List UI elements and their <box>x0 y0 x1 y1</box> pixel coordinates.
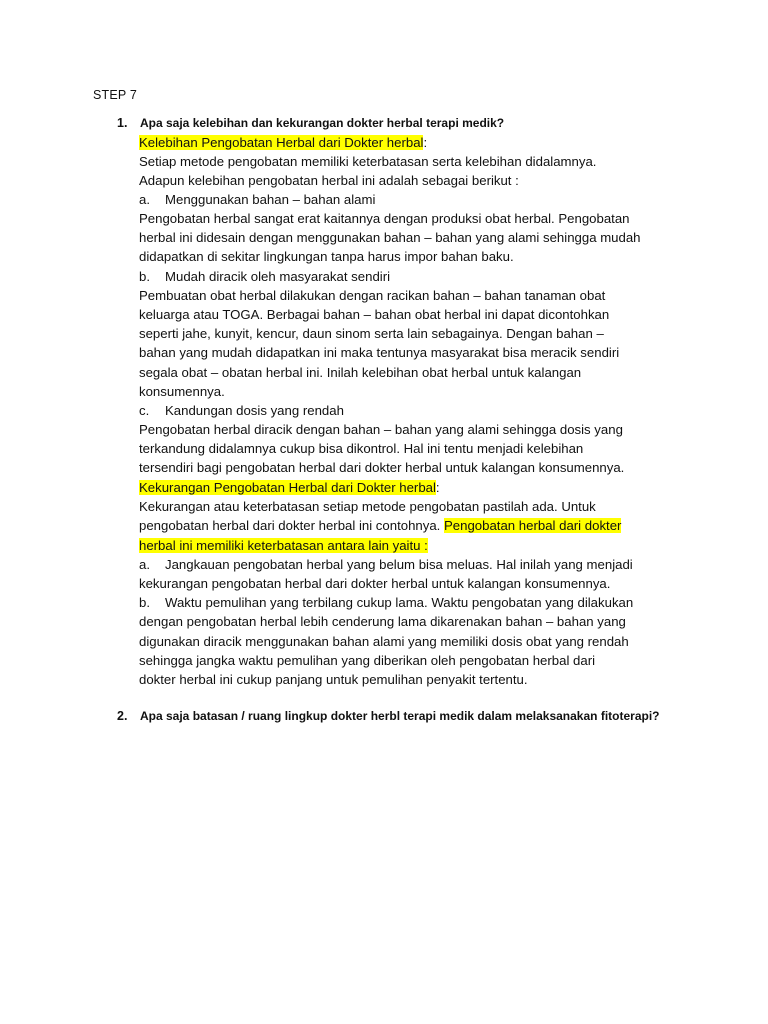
highlight-keterbatasan-cont: herbal ini memiliki keterbatasan antara lain yaitu : <box>139 538 428 553</box>
list-letter: b. <box>139 595 150 610</box>
highlight-keterbatasan: Pengobatan herbal dari dokter <box>444 518 622 533</box>
paragraph-line: konsumennya. <box>139 384 225 399</box>
list-letter: b. <box>139 269 150 284</box>
paragraph-line <box>139 536 428 555</box>
paragraph-line: Pembuatan obat herbal dilakukan dengan racikan bahan – bahan tanaman obat <box>139 288 606 303</box>
question-2-text: Apa saja batasan / ruang lingkup dokter herbl terapi medik dalam melaksanakan fitoterapi? <box>140 709 660 723</box>
highlight-kelebihan: Kelebihan Pengobatan Herbal dari Dokter herbal <box>139 135 424 150</box>
step-heading: STEP 7 <box>93 88 138 102</box>
paragraph-line: segala obat – obatan herbal ini. Inilah kelebihan obat herbal untuk kalangan <box>139 365 582 380</box>
paragraph-line: digunakan diracik menggunakan bahan alami yang memiliki dosis obat yang rendah <box>139 634 629 649</box>
paragraph-line: Kekurangan atau keterbatasan setiap metode pengobatan pastilah ada. Untuk <box>139 499 596 514</box>
question-2-number: 2. <box>117 709 128 723</box>
paragraph-line: dokter herbal ini cukup panjang untuk pemulihan penyakit tertentu. <box>139 672 528 687</box>
paragraph-line: keluarga atau TOGA. Berbagai bahan – bahan obat herbal ini dapat dicontohkan <box>139 307 610 322</box>
list-item-b: b. Mudah diracik oleh masyarakat sendiri <box>139 269 391 284</box>
paragraph-line: Setiap metode pengobatan memiliki keterbatasan serta kelebihan didalamnya. <box>139 154 597 169</box>
paragraph-line: didapatkan di sekitar lingkungan tanpa harus impor bahan baku. <box>139 249 514 264</box>
paragraph-line: terkandung didalamnya cukup bisa dikontrol. Hal ini tentu menjadi kelebihan <box>139 441 584 456</box>
paragraph-line: pengobatan herbal dari dokter herbal ini contohnya. Pengobatan herbal dari dokter <box>139 518 622 533</box>
section-heading-kekurangan: Kekurangan Pengobatan Herbal dari Dokter herbal: <box>139 480 440 495</box>
paragraph-line: Adapun kelebihan pengobatan herbal ini adalah sebagai berikut : <box>139 173 519 188</box>
list-letter: c. <box>139 403 150 418</box>
list-item-c: c. Kandungan dosis yang rendah <box>139 403 344 418</box>
question-1-number: 1. <box>117 116 128 130</box>
list-item-b: b. Waktu pemulihan yang terbilang cukup lama. Waktu pengobatan yang dilakukan <box>139 595 634 610</box>
paragraph-line: herbal ini didesain dengan menggunakan bahan – bahan yang alami sehingga mudah <box>139 230 641 245</box>
list-letter: a. <box>139 192 150 207</box>
paragraph-line: Pengobatan herbal diracik dengan bahan – bahan yang alami sehingga dosis yang <box>139 422 623 437</box>
list-item-a: a. Jangkauan pengobatan herbal yang belum bisa meluas. Hal inilah yang menjadi <box>139 557 633 572</box>
paragraph-line: dengan pengobatan herbal lebih cenderung lama dikarenakan bahan – bahan yang <box>139 614 626 629</box>
highlight-kekurangan: Kekurangan Pengobatan Herbal dari Dokter herbal <box>139 480 436 495</box>
list-item-a: a. Menggunakan bahan – bahan alami <box>139 192 376 207</box>
paragraph-line: seperti jahe, kunyit, kencur, daun sinom serta lain sebagainya. Dengan bahan – <box>139 326 604 341</box>
paragraph-line: kekurangan pengobatan herbal dari dokter herbal untuk kalangan konsumennya. <box>139 576 611 591</box>
paragraph-line: sehingga jangka waktu pemulihan yang diberikan oleh pengobatan herbal dari <box>139 653 596 668</box>
paragraph-line: tersendiri bagi pengobatan herbal dari dokter herbal untuk kalangan konsumennya. <box>139 460 625 475</box>
question-1-text: Apa saja kelebihan dan kekurangan dokter herbal terapi medik? <box>140 116 505 130</box>
section-heading-kelebihan: Kelebihan Pengobatan Herbal dari Dokter herbal: <box>139 135 428 150</box>
paragraph-line: Pengobatan herbal sangat erat kaitannya dengan produksi obat herbal. Pengobatan <box>139 211 630 226</box>
list-letter: a. <box>139 557 150 572</box>
paragraph-line: bahan yang mudah didapatkan ini maka tentunya masyarakat bisa meracik sendiri <box>139 345 620 360</box>
